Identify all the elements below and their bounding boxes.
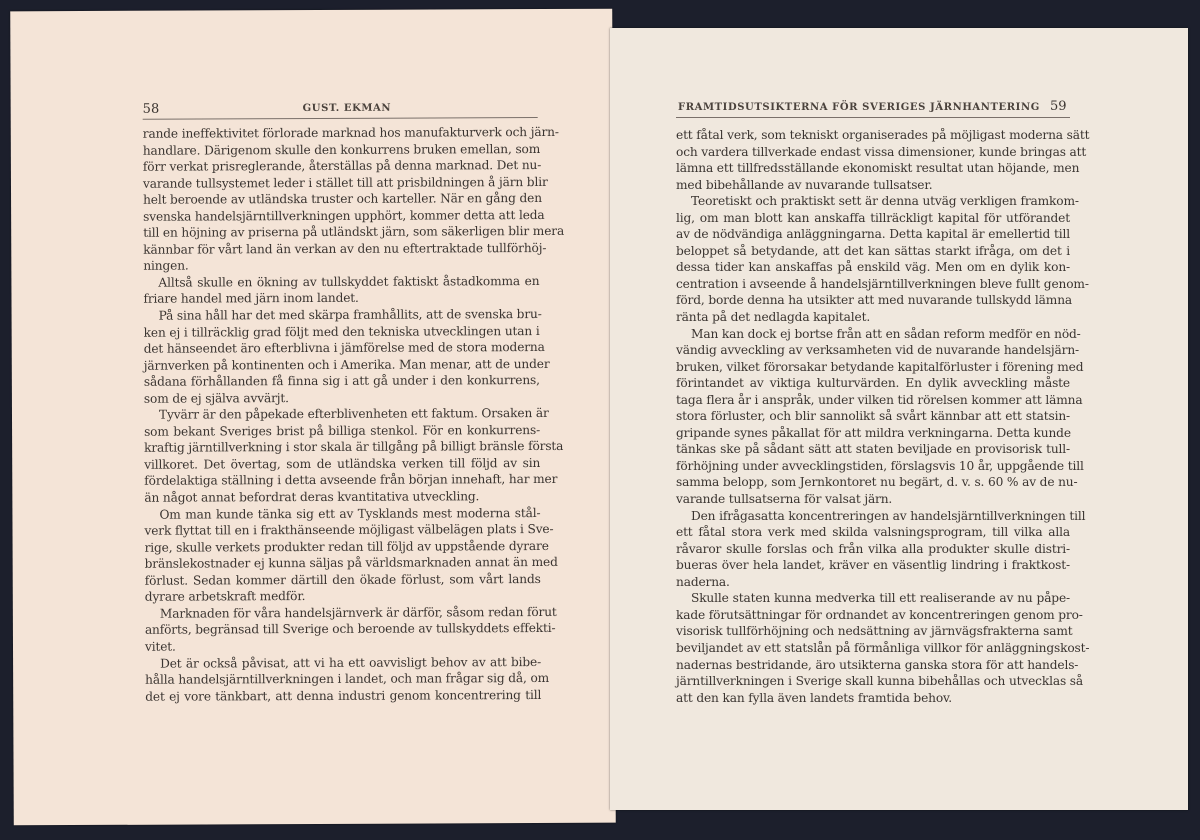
text-line: som de ej själva avvärjt. [143, 390, 289, 406]
page-number: 58 [142, 101, 160, 117]
text-line: Teoretiskt och praktiskt sett är denna utväg verkligen framkom- [691, 194, 1079, 209]
text-line: handlare. Därigenom skulle den konkurrens bruken emellan, som [142, 141, 541, 158]
text-line: sådana förhållanden få finna sig i att gå under i den konkurrens, [143, 373, 540, 389]
text-line: friare handel med järn inom landet. [143, 291, 359, 307]
text-line: nadernas bestridande, äro utsikterna ganska stora för att handels- [676, 657, 1079, 672]
paragraph [676, 127, 1090, 193]
text-line: kade förutsättningar för ordnandet av koncentreringen genom pro- [676, 607, 1083, 622]
text-line: bruken, vilket förorsakar betydande kapitalförluster i förening med [676, 359, 1084, 374]
text-line: vändig avveckling av verksamheten vid de nuvarande handelsjärn- [676, 343, 1080, 358]
text-line: än något annat befordrat deras kvantitativa utveckling. [144, 489, 480, 505]
text-line: helt beroende av utländska truster och karteller. När en gång den [143, 191, 542, 207]
text-line: bränslekostnader ej kunna säljas på världsmarknaden annat än med [144, 555, 558, 571]
text-line: ningen. [143, 258, 189, 274]
text-line: Alltså skulle en ökning av tullskyddet faktiskt åstadkomma en [158, 273, 540, 290]
text-line: anförts, begränsad till Sverige och beroende av tullskyddets effekti- [144, 621, 556, 638]
page-body [676, 127, 1090, 706]
text-line: Tyvärr är den påpekade efterblivenheten ett faktum. Orsaken är [158, 406, 549, 422]
paragraph [676, 326, 1084, 508]
text-line: förhöjning under avvecklingstiden, förslagsvis 10 år, uppgående till [676, 458, 1084, 473]
page-body [142, 124, 565, 705]
right-page [610, 28, 1188, 810]
text-line: Skulle staten kunna medverka till ett realiserande av nu påpe- [691, 591, 1070, 606]
text-line: med bibehållande av nuvarande tullsatser. [676, 177, 933, 192]
text-line: rige, skulle verkets produkter redan till följd av uppstående dyrare [144, 538, 549, 555]
header-rule [143, 117, 538, 120]
text-line: På sina håll har det med skärpa framhållits, att de svenska bru- [158, 307, 542, 323]
text-line: centration i avseende å handelsjärntillverkningen bleve fullt genom- [676, 276, 1089, 291]
page-number: 59 [1050, 99, 1067, 114]
text-line: stora förluster, och blir sannolikt så svårt kännbar att ett statsin- [676, 409, 1070, 424]
paragraph [142, 124, 565, 275]
text-line: lämna ett tillfredsställande ekonomiskt resultat utan höjande, men [676, 161, 1080, 176]
text-line: järnverken på kontinenten och i Amerika. Man menar, att de under [143, 356, 550, 373]
paragraph [143, 306, 550, 407]
text-line: Det är också påvisat, att vi ha ett oavvisligt behov av att bibe- [160, 654, 542, 671]
text-line: dyrare arbetskraft medför. [144, 589, 306, 605]
text-line: beloppet så betydande, att det kan sättas starkt ifråga, om det i [676, 243, 1070, 258]
text-line: förd, borde denna ha utsikter att med nuvarande tullskydd lämna [676, 293, 1073, 308]
paragraph [144, 604, 557, 655]
text-line: vitet. [144, 639, 176, 654]
text-line: som bekant Sveriges brist på billiga stenkol. För en konkurrens- [144, 422, 541, 439]
text-line: svenska handelsjärntillverkningen upphört, kommer detta att leda [143, 207, 545, 224]
text-line: varande tullsatserna för valsat järn. [676, 492, 893, 507]
text-line: Man kan dock ej bortse från att en sådan reform medför en nöd- [691, 326, 1081, 341]
left-page [10, 9, 616, 826]
paragraph [676, 508, 1086, 591]
text-line: ken ej i tillräcklig grad följt med den tekniska utvecklingen utan i [143, 323, 540, 340]
text-line: gripande synes påkallat för att mildra verkningarna. Detta kunde [676, 425, 1071, 440]
text-line: varande tullsystemet leder i stället till att prisbildningen å järn blir [142, 174, 548, 191]
text-line: samma belopp, som Jernkontoret nu begärt, d. v. s. 60 % av de nu- [676, 475, 1078, 490]
text-line: det ej vore tänkbart, att denna industri genom koncentrering till [145, 687, 542, 704]
text-line: lig, om man blott kan anskaffa tillräckligt kapital för utförandet [676, 210, 1070, 225]
text-line: beviljandet av ett statslån på förmånliga villkor för anläggningskost- [676, 640, 1090, 655]
text-line: till en höjning av priserna på utländskt järn, som säkerligen blir mera [143, 224, 565, 241]
text-line: Om man kunde tänka sig ett av Tysklands mest moderna stål- [159, 505, 541, 522]
text-line: kraftig järntillverkning i stor skala är tillgång på billigt bränsle första [144, 439, 564, 456]
text-line: ett fåtal stora verk med skilda valsningsprogram, till vilka alla [676, 525, 1070, 540]
text-line: kännbar för vårt land än verkan av den nu eftertraktade tullförhöj- [143, 240, 547, 257]
text-line: villkoret. Det övertag, som de utländska verken till följd av sin [144, 455, 541, 472]
text-line: visorisk tullförhöjning och nedsättning av järnvägsfrakterna samt [676, 624, 1073, 639]
text-line: förr verkat prisreglerande, återställas på denna marknad. Det nu- [142, 158, 542, 174]
text-line: Marknaden för våra handelsjärnverk är därför, såsom redan förut [159, 604, 557, 621]
text-line: dessa tider kan anskaffas på enskild väg. Men om en dylik kon- [676, 260, 1070, 275]
paragraph [676, 590, 1090, 706]
text-line: fördelaktiga ställning i detta avseende från början innehaft, har mer [144, 472, 558, 489]
text-line: förintandet av viktiga kulturvärden. En dylik avveckling måste [676, 376, 1070, 391]
text-line: rande ineffektivitet förlorade marknad hos manufakturverk och järn- [142, 124, 559, 141]
text-line: det hänseendet äro efterblivna i jämförelse med de stora moderna [143, 340, 545, 356]
text-line: ett fåtal verk, som tekniskt organiserades på möjligast moderna sätt [676, 128, 1090, 142]
text-line: av de nödvändiga anläggningarna. Detta kapital är emellertid till [676, 227, 1070, 242]
header-rule [676, 117, 1070, 118]
text-line: hålla handelsjärntillverkningen i landet, och man frågar sig då, om [145, 671, 550, 687]
text-line: råvaror skulle forslas och från vilka alla produkter skulle distri- [676, 541, 1070, 556]
text-line: ränta på det nedlagda kapitalet. [676, 310, 871, 325]
paragraph [144, 405, 564, 506]
paragraph [145, 654, 550, 705]
paragraph [143, 273, 539, 308]
text-line: att den kan fylla även landets framtida behov. [676, 690, 953, 705]
text-line: Den ifrågasatta koncentreringen av handelsjärntillverkningen till [691, 508, 1086, 523]
text-line: bueras över hela landet, kräver en väsentlig lindring i fraktkost- [676, 558, 1070, 573]
text-line: naderna. [676, 574, 730, 589]
text-line: järntillverkningen i Sverige skall kunna bibehållas och utvecklas så [676, 674, 1084, 689]
text-line: och vardera tillverkade endast vissa dimensioner, kunde bringas att [676, 144, 1087, 159]
text-line: taga flera år i anspråk, under vilken tid rörelsen kommer att lämna [676, 392, 1083, 407]
paragraph [676, 193, 1089, 325]
paragraph [144, 505, 558, 606]
text-line: tänkas ske på sådant sätt att staten beviljade en provisorisk tull- [676, 442, 1070, 457]
text-line: förlust. Sedan kommer därtill den ökade förlust, som vårt lands [144, 571, 541, 588]
text-line: verk flyttat till en i frakthänseende möjligast välbelägen plats i Sve- [144, 522, 554, 538]
running-head: GUST. EKMAN [302, 102, 392, 115]
running-head: FRAMTIDSUTSIKTERNA FÖR SVERIGES JÄRNHANTERING [678, 102, 1040, 113]
